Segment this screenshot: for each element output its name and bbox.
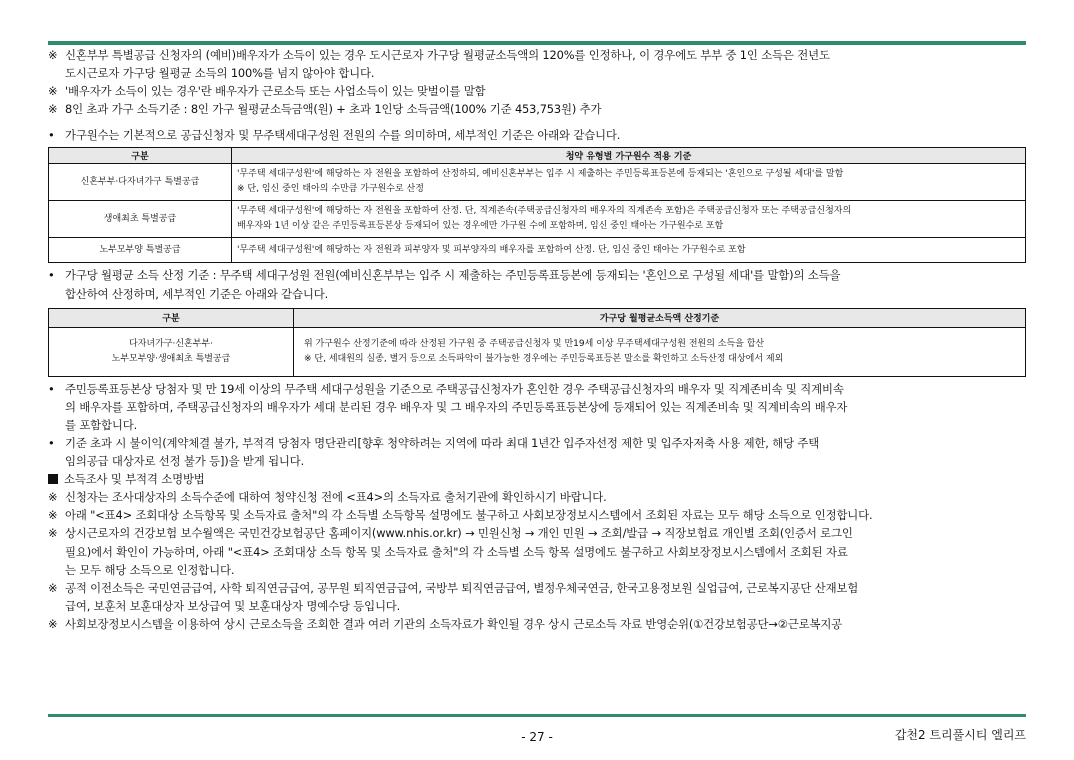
row-description: '무주택 세대구성원'에 해당하는 자 전원을 포함하여 산정하되, 예비신혼부부는 입주 시 제출하는 주민등록표등본에 등재되는 '혼인으로 구성될 세대'를 말함 ※ 단, 임신 중인 태아의 수만큼 가구원수로 산정 (232, 164, 1026, 201)
row-category: 다자녀가구·신혼부부· 노부모부양·생애최초 특별공급 (49, 327, 294, 376)
bullet-household-members: • 주민등록표등본상 당첨자 및 만 19세 이상의 무주택 세대구성원을 기준으로 주택공급신청자가 혼인한 경우 주택공급신청자의 배우자 및 직계존비속 및 직계비속 (48, 381, 844, 396)
top-rule (48, 41, 1026, 45)
row-description: '무주택 세대구성원'에 해당하는 자 전원을 포함하여 산정. 단, 직계존속(주택공급신청자의 배우자의 직계존속 포함)은 주택공급신청자 또는 주택공급신청자의 배우자와 1년 이상 같은 주민등록표등본상 등재되어 있는 경우에만 가구원 수에 포함하며, 임신 중인 태아는 가구원수로 포함 (232, 201, 1026, 238)
row-category: 생애최초 특별공급 (49, 201, 232, 238)
note-3: ※ 8인 초과 가구 소득기준 : 8인 가구 월평균소득금액(원) + 초과 1인당 소득금액(100% 기준 453,753원) 추가 (48, 102, 602, 117)
bullet-household-count: • 가구원수는 기본적으로 공급신청자 및 무주택세대구성원 전원의 수를 의미하며, 세부적인 기준은 아래와 같습니다. (48, 128, 621, 143)
row-category: 노부모부양 특별공급 (49, 238, 232, 263)
bullet-penalty: • 기준 초과 시 불이익(계약체결 불가, 부적격 당첨자 명단관리[향후 청약하려는 지역에 따라 최대 1년간 입주자선정 제한 및 입주자저축 사용 제한, 해당 주택 (48, 435, 820, 450)
bullet-household-members-cont: 를 포함합니다. (65, 417, 138, 432)
footer-title: 갑천2 트리풀시티 엘리프 (894, 728, 1026, 742)
section-note-3-cont: 필요)에서 확인이 가능하며, 아래 "<표4> 조회대상 소득 항목 및 소득자료 출처"의 각 소득별 소득 항목 설명에도 불구하고 사회보장정보시스템에서 조회된 자료 (65, 544, 848, 559)
row-category: 신혼부부·다자녀가구 특별공급 (49, 164, 232, 201)
section-note-3-cont: 는 모두 해당 소득으로 인정합니다. (65, 562, 235, 577)
column-header: 청약 유형별 가구원수 적용 기준 (232, 148, 1026, 164)
section-note-2: ※ 아래 "<표4> 조회대상 소득항목 및 소득자료 출처"의 각 소득별 소득항목 설명에도 불구하고 사회보장정보시스템에서 조회된 자료는 모두 해당 소득으로 인정합니다. (48, 508, 873, 523)
bullet-income-basis: • 가구당 월평균 소득 산정 기준 : 무주택 세대구성원 전원(예비신혼부부는 입주 시 제출하는 주민등록표등본에 등재되는 '혼인으로 구성될 세대'를 말함)의 소득을 (48, 268, 841, 283)
household-count-table (48, 147, 1026, 263)
section-heading: 소득조사 및 부적격 소명방법 (48, 470, 1026, 488)
section-note-4: ※ 공적 이전소득은 국민연금급여, 사학 퇴직연금급여, 공무원 퇴직연금급여, 국방부 퇴직연금급여, 별정우체국연금, 한국고용정보원 실업급여, 근로복지공단 산재보험 (48, 580, 859, 595)
column-header: 가구당 월평균소득액 산정기준 (294, 308, 1026, 327)
bullet-penalty-cont: 임의공급 대상자로 선정 불가 등])을 받게 됩니다. (65, 454, 305, 469)
column-header: 구분 (49, 148, 232, 164)
section-note-1: ※ 신청자는 조사대상자의 소득수준에 대하여 청약신청 전에 <표4>의 소득자료 출처기관에 확인하시기 바랍니다. (48, 490, 607, 505)
note-1: ※ 신혼부부 특별공급 신청자의 (예비)배우자가 소득이 있는 경우 도시근로자 가구당 월평균소득액의 120%를 인정하나, 이 경우에도 부부 중 1인 소득은 전년도 (48, 48, 830, 62)
income-basis-table (48, 308, 1026, 377)
table-row (49, 238, 1026, 263)
row-description: '무주택 세대구성원'에 해당하는 자 전원과 피부양자 및 피부양자의 배우자를 포함하여 산정. 단, 임신 중인 태아는 가구원수로 포함 (232, 238, 1026, 263)
table-header-row (49, 308, 1026, 327)
note-1-cont: 도시근로자 가구당 월평균 소득의 100%를 넘지 않아야 합니다. (65, 66, 375, 81)
table-row (49, 164, 1026, 201)
income-table-wrap (48, 308, 1026, 377)
section-note-4-cont: 급여, 보훈처 보훈대상자 보상급여 및 보훈대상자 명예수당 등입니다. (65, 598, 401, 613)
table-row (49, 327, 1026, 376)
page-number: - 27 - (521, 730, 553, 744)
document-body (48, 46, 1026, 633)
bullet-income-basis-cont: 합산하여 산정하며, 세부적인 기준은 아래와 같습니다. (65, 286, 329, 301)
bottom-rule (48, 714, 1026, 717)
section-note-5: ※ 사회보장정보시스템을 이용하여 상시 근로소득을 조회한 결과 여러 기관의 소득자료가 확인될 경우 상시 근로소득 자료 반영순위(①건강보험공단→②근로복지공 (48, 616, 843, 631)
household-count-table-wrap (48, 147, 1026, 263)
section-note-3: ※ 상시근로자의 건강보험 보수월액은 국민건강보험공단 홈페이지(www.nhis.or.kr) → 민원신청 → 개인 민원 → 조회/발급 → 직장보험료 개인별 조회(인증서 로그인 (48, 526, 853, 541)
square-bullet-icon (48, 474, 58, 484)
row-description: 위 가구원수 산정기준에 따라 산정된 가구원 중 주택공급신청자 및 만19세 이상 무주택세대구성원 전원의 소득을 합산 ※ 단, 세대원의 실종, 별거 등으로 소득파악이 불가능한 경우에는 주민등록표등본 말소를 확인하고 소득산정 대상에서 제외 (294, 327, 1026, 376)
note-2: ※ '배우자가 소득이 있는 경우'란 배우자가 근로소득 또는 사업소득이 있는 맞벌이를 말함 (48, 84, 486, 99)
table-row (49, 201, 1026, 238)
table-header-row (49, 148, 1026, 164)
bullet-household-members-cont: 의 배우자를 포함하며, 주택공급신청자의 배우자가 세대 분리된 경우 배우자 및 그 배우자의 주민등록표등본상에 등재되어 있는 직계존비속 및 직계비속의 배우자 (65, 399, 848, 414)
column-header: 구분 (49, 308, 294, 327)
